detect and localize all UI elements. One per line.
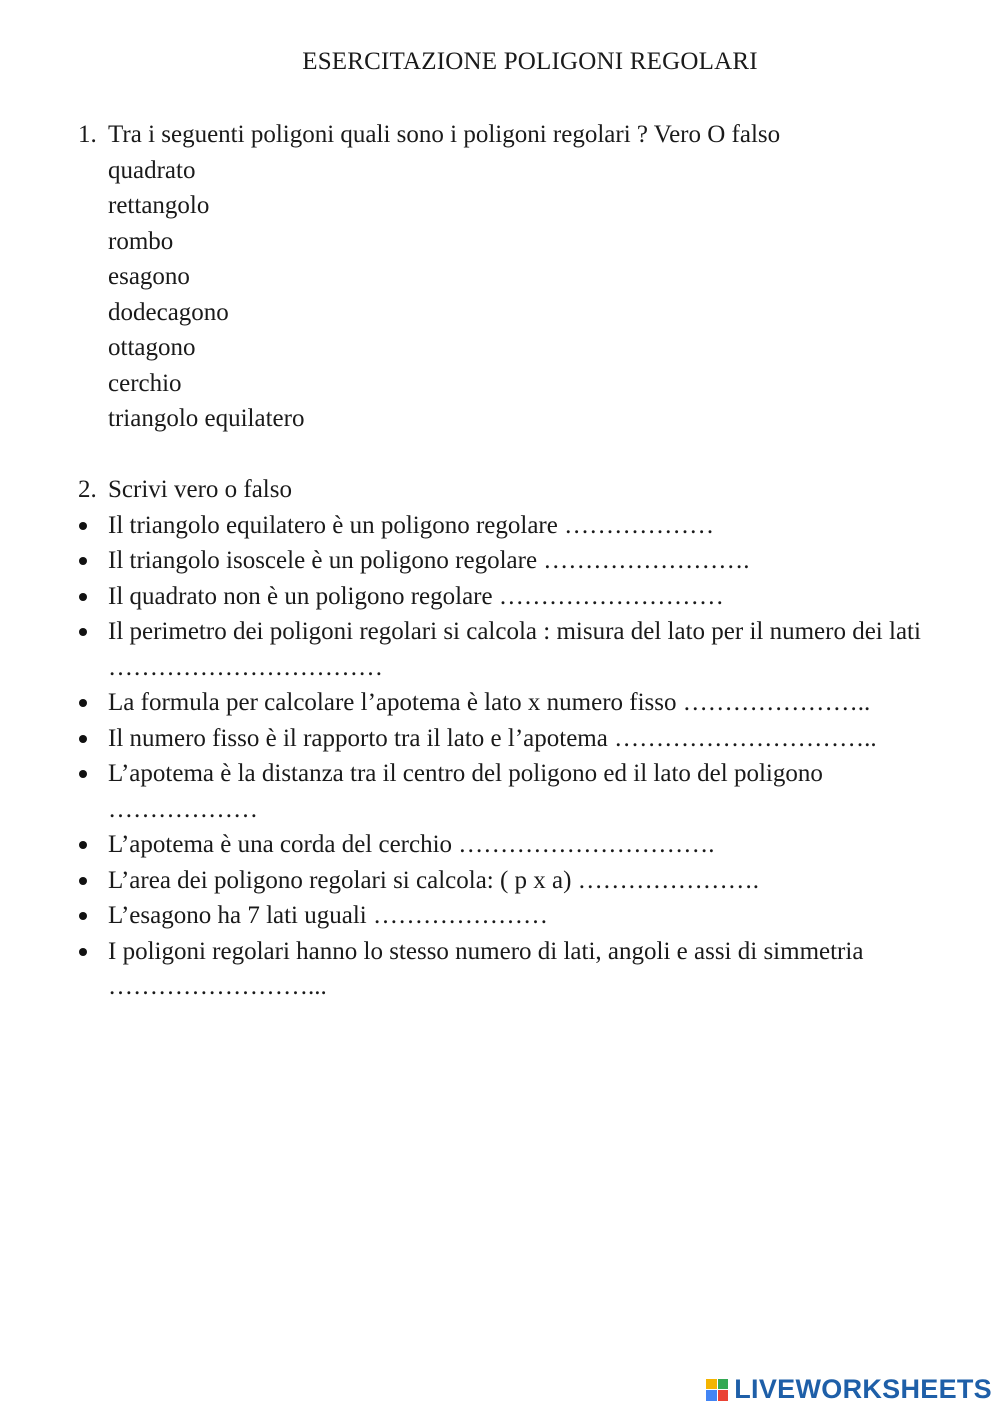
option-item: ottagono: [108, 334, 196, 361]
statement-text: Il numero fisso è il rapporto tra il lato e l’apotema …………………………..: [108, 724, 877, 752]
option-item: triangolo equilatero: [108, 405, 305, 432]
question-1-text: Tra i seguenti poligoni quali sono i poligoni regolari ? Vero O falso: [108, 121, 781, 148]
statement-text: L’apotema è la distanza tra il centro del poligono ed il lato del poligono ………………: [108, 760, 823, 823]
worksheet-title: ESERCITAZIONE POLIGONI REGOLARI: [302, 48, 758, 75]
statement-item: [78, 934, 958, 1005]
option-item: dodecagono: [108, 298, 229, 326]
bullet-icon: [78, 508, 108, 544]
statement-text: Il triangolo equilatero è un poligono regolare ………………: [108, 511, 715, 539]
statement-item: [78, 863, 958, 899]
statement-list: [78, 508, 958, 1005]
question-1-number: 1.: [78, 121, 97, 148]
option-item: cerchio: [108, 369, 182, 397]
bullet-icon: [78, 863, 108, 899]
statement-item: [78, 721, 958, 757]
bullet-icon: [78, 685, 108, 721]
liveworksheets-logo: [706, 1374, 992, 1405]
option-item: esagono: [108, 263, 190, 290]
bullet-icon: [78, 756, 108, 827]
option-item: rombo: [108, 227, 174, 255]
liveworksheets-logo-icon: [706, 1379, 728, 1401]
statement-item: [78, 543, 958, 579]
option-item: rettangolo: [108, 192, 210, 219]
question-2-text: Scrivi vero o falso: [108, 476, 292, 503]
bullet-icon: [78, 898, 108, 934]
statement-text: Il perimetro dei poligoni regolari si calcola : misura del lato per il numero dei lati ……………………………: [108, 618, 921, 681]
option-list: [78, 153, 780, 437]
bullet-icon: [78, 579, 108, 615]
statement-text: La formula per calcolare l’apotema è lato x numero fisso …………………..: [108, 689, 871, 716]
statement-text: I poligoni regolari hanno lo stesso numero di lati, angoli e assi di simmetria ……………………...: [108, 937, 864, 1000]
statement-text: L’esagono ha 7 lati uguali …………………: [108, 902, 548, 929]
statement-text: L’area dei poligono regolari si calcola: ( p x a) ………………….: [108, 866, 759, 894]
statement-item: [78, 508, 958, 544]
statement-item: [78, 898, 958, 934]
bullet-icon: [78, 827, 108, 863]
bullet-icon: [78, 614, 108, 685]
question-2: [78, 472, 958, 1005]
statement-item: [78, 685, 958, 721]
statement-text: Il quadrato non è un poligono regolare ………………………: [108, 582, 724, 610]
statement-item: [78, 579, 958, 615]
bullet-icon: [78, 934, 108, 1005]
statement-item: [78, 614, 958, 685]
statement-text: Il triangolo isoscele è un poligono regolare …………………….: [108, 547, 750, 574]
statement-item: [78, 756, 958, 827]
question-2-number: 2.: [78, 476, 97, 503]
statement-text: L’apotema è una corda del cerchio ………………………….: [108, 831, 715, 858]
statement-item: [78, 827, 958, 863]
question-1: [78, 117, 780, 437]
bullet-icon: [78, 543, 108, 579]
option-item: quadrato: [108, 156, 196, 184]
liveworksheets-logo-text: LIVEWORKSHEETS: [734, 1374, 992, 1404]
bullet-icon: [78, 721, 108, 757]
